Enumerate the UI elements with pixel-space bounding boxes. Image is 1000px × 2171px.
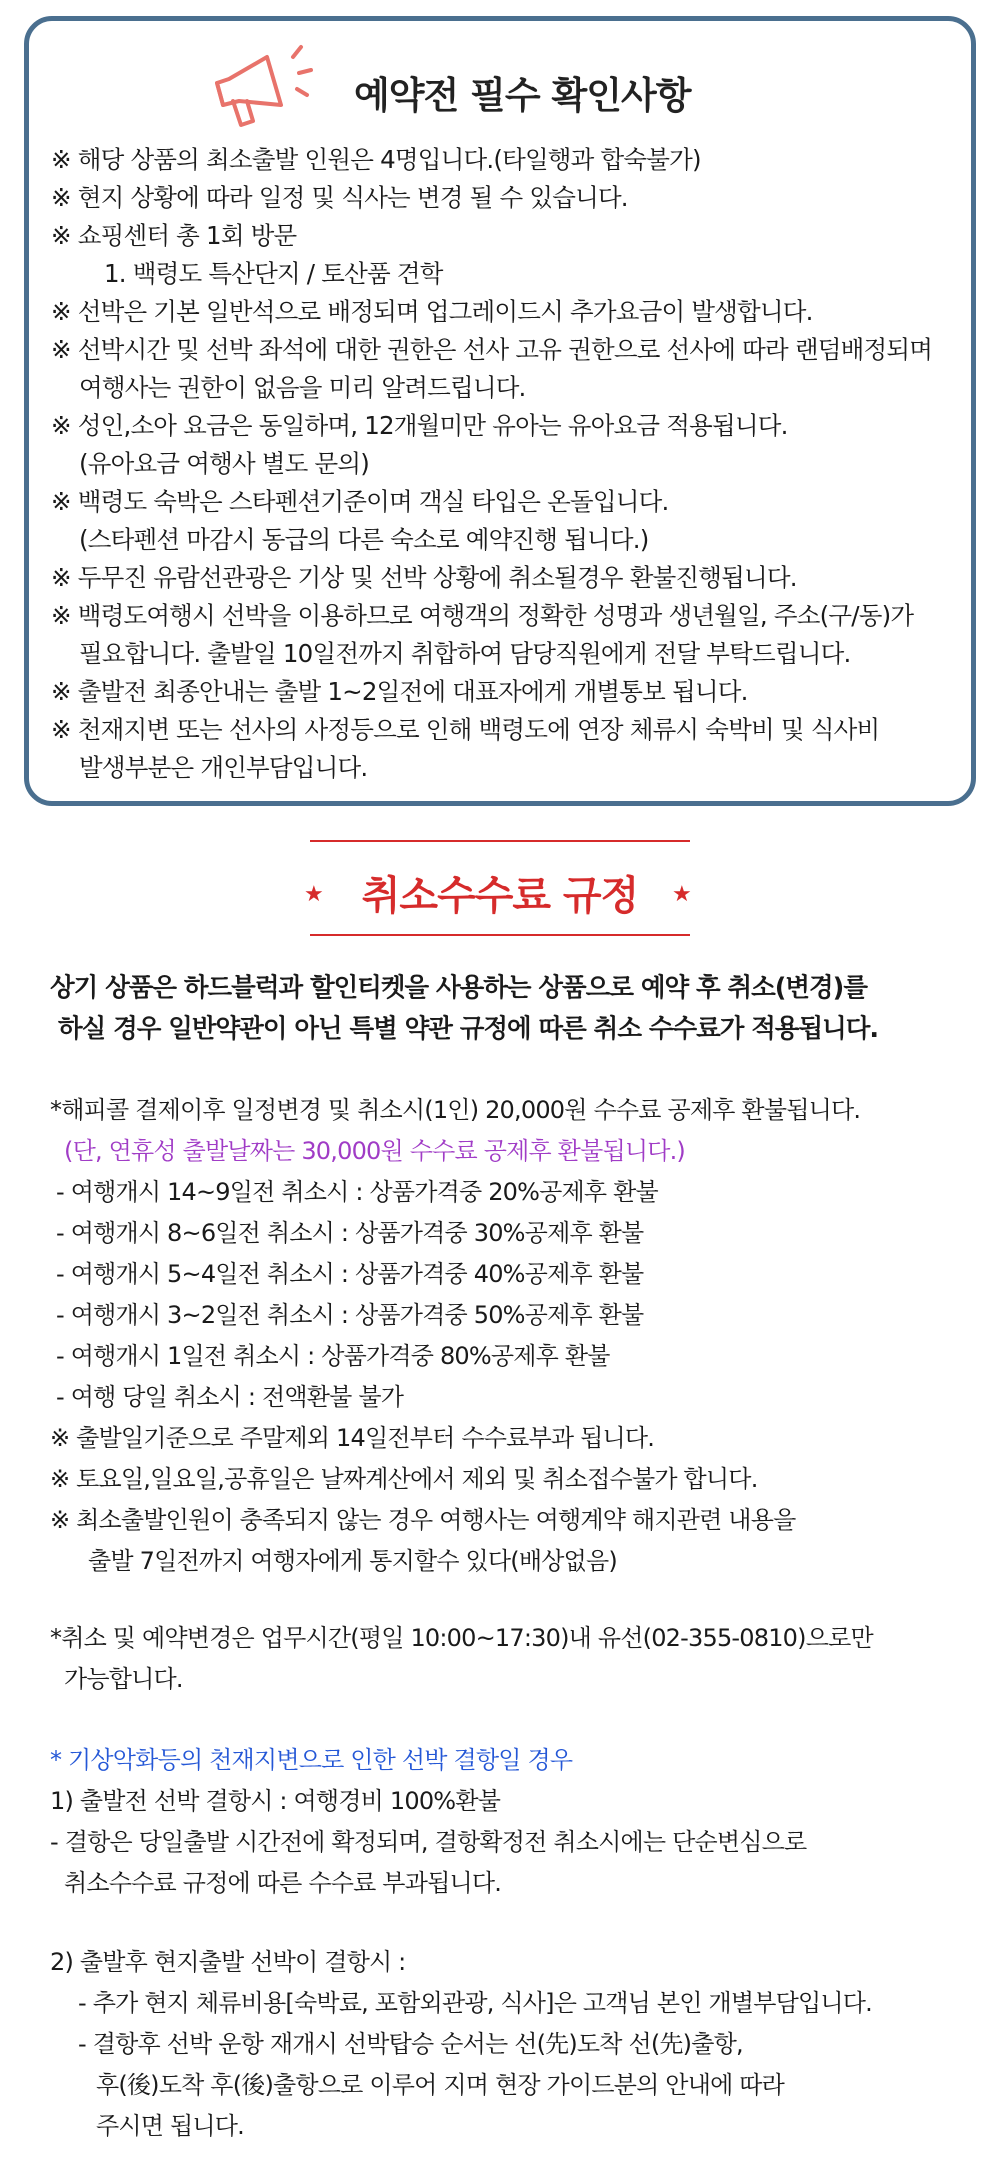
- notice-line: (유아요금 여행사 별도 문의): [79, 449, 370, 478]
- fee-line: ※ 출발일기준으로 주말제외 14일전부터 수수료부과 됩니다.: [50, 1424, 655, 1452]
- weather-line: 취소수수료 규정에 따른 수수료 부과됩니다.: [64, 1869, 502, 1897]
- after-line: 후(後)도착 후(後)출항으로 이루어 지며 현장 가이드분의 안내에 따라: [96, 2071, 785, 2099]
- heading-rule-top: [310, 840, 690, 842]
- fee-section: [50, 1090, 860, 1582]
- fee-line: ※ 토요일,일요일,공휴일은 날짜계산에서 제외 및 취소접수불가 합니다.: [50, 1465, 758, 1493]
- notice-line: ※ 출발전 최종안내는 출발 1~2일전에 대표자에게 개별통보 됩니다.: [51, 677, 748, 706]
- cancel-title: 취소수수료 규정: [361, 873, 639, 919]
- contact-line: 가능합니다.: [64, 1665, 183, 1693]
- intro-line: 하실 경우 일반약관이 아닌 특별 약관 규정에 따른 취소 수수료가 적용됩니다.: [58, 1014, 879, 1044]
- fee-line: - 여행개시 1일전 취소시 : 상품가격중 80%공제후 환불: [56, 1342, 610, 1370]
- intro-line: 상기 상품은 하드블럭과 할인티켓을 사용하는 상품으로 예약 후 취소(변경)를: [50, 973, 867, 1003]
- fee-line: 출발 7일전까지 여행자에게 통지할수 있다(배상없음): [88, 1547, 617, 1575]
- notice-box: [24, 16, 976, 806]
- notice-line: ※ 선박은 기본 일반석으로 배정되며 업그레이드시 추가요금이 발생합니다.: [51, 297, 813, 326]
- notice-line: 여행사는 권한이 없음을 미리 알려드립니다.: [79, 373, 526, 402]
- after-line: - 추가 현지 체류비용[숙박료, 포함외관광, 식사]은 고객님 본인 개별부담입니다.: [78, 1989, 873, 2017]
- notice-line: ※ 쇼핑센터 총 1회 방문: [51, 221, 297, 250]
- notice-list: [51, 141, 951, 787]
- after-line: 2) 출발후 현지출발 선박이 결항시 :: [50, 1948, 406, 1976]
- heading-rule-bottom: [310, 934, 690, 936]
- fee-line: - 여행개시 5~4일전 취소시 : 상품가격중 40%공제후 환불: [56, 1260, 644, 1288]
- notice-line: ※ 성인,소아 요금은 동일하며, 12개월미만 유아는 유아요금 적용됩니다.: [51, 411, 788, 440]
- contact-section: [50, 1618, 873, 1700]
- fee-line: - 여행개시 3~2일전 취소시 : 상품가격중 50%공제후 환불: [56, 1301, 644, 1329]
- fee-line: - 여행개시 14~9일전 취소시 : 상품가격중 20%공제후 환불: [56, 1178, 658, 1206]
- fee-line: ※ 최소출발인원이 충족되지 않는 경우 여행사는 여행계약 해지관련 내용을: [50, 1506, 796, 1534]
- notice-line: ※ 천재지변 또는 선사의 사정등으로 인해 백령도에 연장 체류시 숙박비 및 식사비: [51, 715, 880, 744]
- notice-line: ※ 백령도여행시 선박을 이용하므로 여행객의 정확한 성명과 생년월일, 주소(구/동)가: [51, 601, 914, 630]
- notice-line: ※ 백령도 숙박은 스타펜션기준이며 객실 타입은 온돌입니다.: [51, 487, 669, 516]
- weather-heading: * 기상악화등의 천재지변으로 인한 선박 결항일 경우: [50, 1746, 573, 1774]
- cancel-heading: [300, 840, 700, 960]
- contact-line: *취소 및 예약변경은 업무시간(평일 10:00~17:30)내 유선(02-355-0810)으로만: [50, 1624, 873, 1652]
- fee-line-holiday: (단, 연휴성 출발날짜는 30,000원 수수료 공제후 환불됩니다.): [64, 1137, 685, 1165]
- fee-line: - 여행개시 8~6일전 취소시 : 상품가격중 30%공제후 환불: [56, 1219, 644, 1247]
- star-icon: ★: [672, 882, 692, 907]
- after-line: 주시면 됩니다.: [96, 2112, 244, 2140]
- notice-line: 발생부분은 개인부담입니다.: [79, 753, 368, 782]
- notice-line: ※ 현지 상황에 따라 일정 및 식사는 변경 될 수 있습니다.: [51, 183, 628, 212]
- notice-line: 1. 백령도 특산단지 / 토산품 견학: [104, 259, 443, 288]
- weather-line: 1) 출발전 선박 결항시 : 여행경비 100%환불: [50, 1787, 501, 1815]
- after-departure-section: [50, 1942, 872, 2147]
- fee-line: - 여행 당일 취소시 : 전액환불 불가: [56, 1383, 404, 1411]
- notice-line: ※ 해당 상품의 최소출발 인원은 4명입니다.(타일행과 합숙불가): [51, 145, 701, 174]
- notice-header: [209, 43, 809, 133]
- cancel-intro: [50, 968, 878, 1050]
- notice-line: ※ 선박시간 및 선박 좌석에 대한 권한은 선사 고유 권한으로 선사에 따라 랜덤배정되며: [51, 335, 933, 364]
- notice-line: (스타펜션 마감시 동급의 다른 숙소로 예약진행 됩니다.): [79, 525, 649, 554]
- notice-line: ※ 두무진 유람선관광은 기상 및 선박 상황에 취소될경우 환불진행됩니다.: [51, 563, 797, 592]
- weather-line: - 결항은 당일출발 시간전에 확정되며, 결항확정전 취소시에는 단순변심으로: [50, 1828, 807, 1856]
- star-icon: ★: [304, 882, 324, 907]
- notice-title: 예약전 필수 확인사항: [354, 74, 691, 117]
- after-line: - 결항후 선박 운항 재개시 선박탑승 순서는 선(先)도착 선(先)출항,: [78, 2030, 743, 2058]
- megaphone-icon: [209, 43, 329, 133]
- fee-line: *해피콜 결제이후 일정변경 및 취소시(1인) 20,000원 수수료 공제후 환불됩니다.: [50, 1096, 861, 1124]
- notice-line: 필요합니다. 출발일 10일전까지 취합하여 담당직원에게 전달 부탁드립니다.: [79, 639, 851, 668]
- weather-section: [50, 1740, 806, 1904]
